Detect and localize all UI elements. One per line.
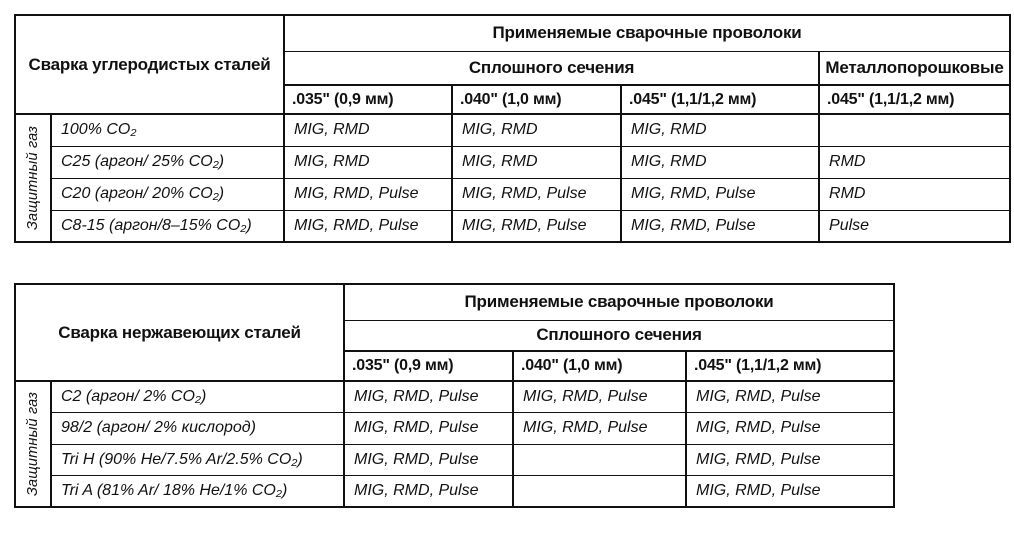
process-cell: MIG, RMD, Pulse xyxy=(284,178,452,210)
process-cell: MIG, RMD, Pulse xyxy=(344,412,513,444)
process-cell: MIG, RMD xyxy=(621,114,819,146)
table-title-stainless: Сварка нержавеющих сталей xyxy=(15,284,344,381)
process-cell: MIG, RMD, Pulse xyxy=(452,210,621,242)
process-cell: MIG, RMD, Pulse xyxy=(284,210,452,242)
table-row xyxy=(15,210,1010,242)
shielding-gas-axis xyxy=(15,114,51,242)
process-cell: MIG, RMD, Pulse xyxy=(513,381,686,412)
process-cell: MIG, RMD, Pulse xyxy=(686,475,894,507)
process-cell: MIG, RMD xyxy=(284,114,452,146)
stainless-steel-welding-table xyxy=(14,283,895,508)
table-row xyxy=(15,475,894,507)
carbon-steel-welding-table xyxy=(14,14,1011,243)
process-cell: RMD xyxy=(819,178,1010,210)
table-row xyxy=(15,178,1010,210)
gas-cell: C20 (аргон/ 20% CO₂) xyxy=(51,178,284,210)
process-cell xyxy=(513,444,686,475)
gas-cell: C2 (аргон/ 2% CO₂) xyxy=(51,381,344,412)
gas-cell: 100% CO₂ xyxy=(51,114,284,146)
gas-cell: Tri H (90% He/7.5% Ar/2.5% CO₂) xyxy=(51,444,344,475)
process-cell: MIG, RMD, Pulse xyxy=(686,412,894,444)
table-row xyxy=(15,146,1010,178)
process-cell: MIG, RMD, Pulse xyxy=(686,444,894,475)
process-cell: MIG, RMD, Pulse xyxy=(621,210,819,242)
process-cell xyxy=(819,114,1010,146)
process-cell: MIG, RMD, Pulse xyxy=(452,178,621,210)
process-cell: MIG, RMD, Pulse xyxy=(621,178,819,210)
process-cell: MIG, RMD xyxy=(452,114,621,146)
wires-header: Применяемые сварочные проволоки xyxy=(284,15,1010,51)
solid-section-header: Сплошного сечения xyxy=(284,51,819,85)
size-header: .035" (0,9 мм) xyxy=(344,351,513,381)
process-cell: MIG, RMD, Pulse xyxy=(513,412,686,444)
size-header: .040" (1,0 мм) xyxy=(513,351,686,381)
size-header: .045" (1,1/1,2 мм) xyxy=(621,85,819,114)
gas-cell: Tri A (81% Ar/ 18% He/1% CO₂) xyxy=(51,475,344,507)
shielding-gas-label: Защитный газ xyxy=(25,391,41,497)
size-header: .040" (1,0 мм) xyxy=(452,85,621,114)
table-title-carbon: Сварка углеродистых сталей xyxy=(15,15,284,114)
gas-cell: C8-15 (аргон/8–15% CO₂) xyxy=(51,210,284,242)
process-cell: MIG, RMD, Pulse xyxy=(344,444,513,475)
process-cell: MIG, RMD xyxy=(452,146,621,178)
gas-cell: C25 (аргон/ 25% CO₂) xyxy=(51,146,284,178)
table-row xyxy=(15,114,1010,146)
process-cell: MIG, RMD xyxy=(621,146,819,178)
process-cell: MIG, RMD xyxy=(284,146,452,178)
solid-section-header: Сплошного сечения xyxy=(344,320,894,351)
shielding-gas-label: Защитный газ xyxy=(25,125,41,231)
process-cell xyxy=(513,475,686,507)
table-row xyxy=(15,412,894,444)
size-header: .045" (1,1/1,2 мм) xyxy=(686,351,894,381)
process-cell: Pulse xyxy=(819,210,1010,242)
size-header: .035" (0,9 мм) xyxy=(284,85,452,114)
process-cell: MIG, RMD, Pulse xyxy=(344,381,513,412)
wires-header: Применяемые сварочные проволоки xyxy=(344,284,894,320)
size-header: .045" (1,1/1,2 мм) xyxy=(819,85,1010,114)
table-row xyxy=(15,444,894,475)
process-cell: MIG, RMD, Pulse xyxy=(344,475,513,507)
metal-cored-header: Металлопорошковые xyxy=(819,51,1010,85)
table-row xyxy=(15,381,894,412)
shielding-gas-axis xyxy=(15,381,51,507)
gas-cell: 98/2 (аргон/ 2% кислород) xyxy=(51,412,344,444)
process-cell: MIG, RMD, Pulse xyxy=(686,381,894,412)
process-cell: RMD xyxy=(819,146,1010,178)
